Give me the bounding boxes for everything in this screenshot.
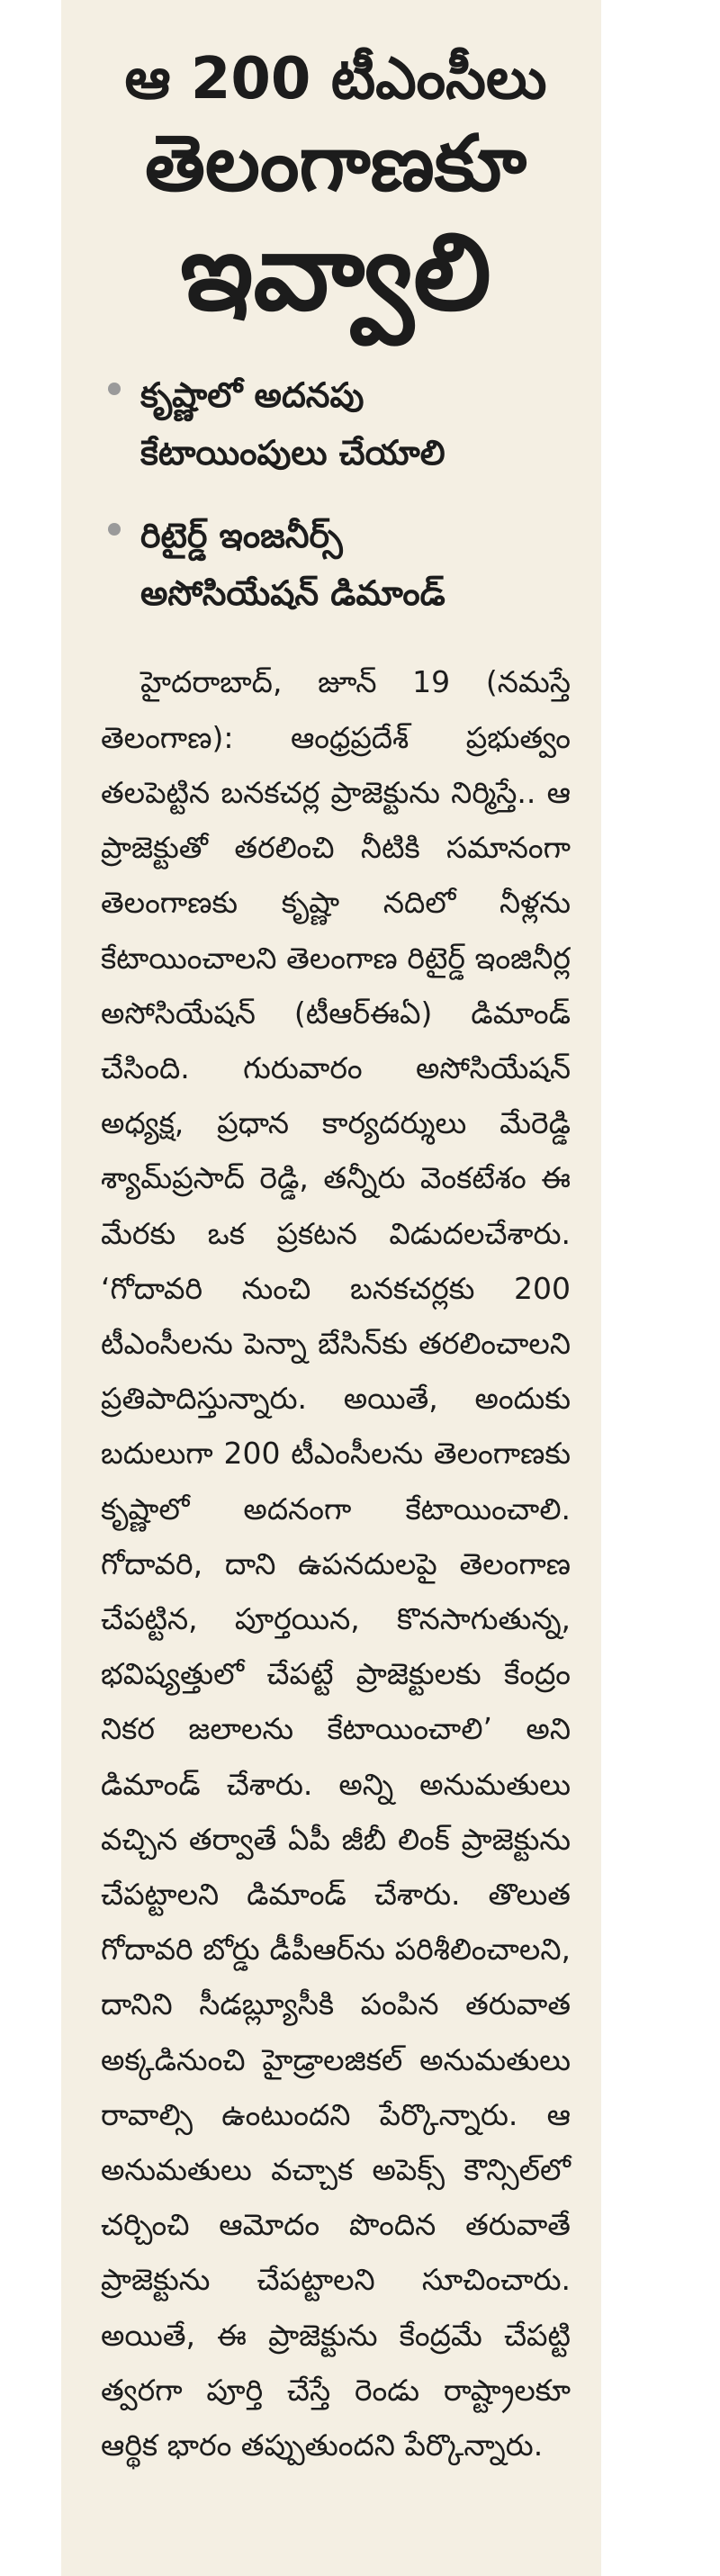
bullet-text: కృష్ణాలో అదనపు కేటాయింపులు చేయాలి <box>140 375 446 473</box>
bullet-item <box>101 507 571 622</box>
headline <box>101 45 571 334</box>
highlight-bullets <box>101 366 571 622</box>
bullet-dot-icon <box>108 523 121 536</box>
headline-line-2: తెలంగాణకూ <box>144 118 527 209</box>
headline-line-3: ఇవ్వాలి <box>180 209 491 334</box>
newspaper-clipping <box>61 0 601 2576</box>
bullet-text: రిటైర్డ్ ఇంజనీర్స్ అసోసియేషన్ డిమాండ్ <box>140 516 446 614</box>
article-body: హైదరాబాద్, జూన్ 19 (నమస్తే తెలంగాణ): ఆంధ్రప్రదేశ్ ప్రభుత్వం తలపెట్టిన బనకచర్ల ప్రాజెక్టును నిర్మిస్తే.. ఆ ప్రాజెక్టుతో తరలించి నీటికి సమానంగా తెలంగాణకు కృష్ణా నదిలో నీళ్లను కేటాయించాలని తెలంగాణ రిటైర్డ్ ఇంజినీర్ల అసోసియేషన్ (టీఆర్ఈఏ) డిమాండ్ చేసింది. గురువారం అసోసియేషన్ అధ్యక్ష, ప్రధాన కార్యదర్శులు మేరెడ్డి శ్యామ్‌ప్రసాద్ రెడ్డి, తన్నీరు వెంకటేశం ఈ మేరకు ఒక ప్రకటన విడుదలచేశారు. ‘గోదావరి నుంచి బనకచర్లకు 200 టీఎంసీలను పెన్నా బేసిన్‌కు తరలించాలని ప్రతిపాదిస్తున్నారు. అయితే, అందుకు బదులుగా 200 టీఎంసీలను తెలంగాణకు కృష్ణాలో అదనంగా కేటాయించాలి. గోదావరి, దాని ఉపనదులపై తెలంగాణ చేపట్టిన, పూర్తయిన, కొనసాగుతున్న, భవిష్యత్తులో చేపట్టే ప్రాజెక్టులకు కేంద్రం నికర జలాలను కేటాయించాలి’ అని డిమాండ్ చేశారు. అన్ని అనుమతులు వచ్చిన తర్వాతే ఏపీ జీబీ లింక్ ప్రాజెక్టును చేపట్టాలని డిమాండ్ చేశారు. తొలుత గోదావరి బోర్డు డీపీఆర్‌ను పరిశీలించాలని, దానిని సీడబ్ల్యూసీకి పంపిన తరువాత అక్కడినుంచి హైడ్రాలజికల్ అనుమతులు రావాల్సి ఉంటుందని పేర్కొన్నారు. ఆ అనుమతులు వచ్చాక అపెక్స్ కౌన్సిల్‌లో చర్చించి ఆమోదం పొందిన తరువాతే ప్రాజెక్టును చేపట్టాలని సూచించారు. అయితే, ఈ ప్రాజెక్టును కేంద్రమే చేపట్టి త్వరగా పూర్తి చేస్తే రెండు రాష్ట్రాలకూ ఆర్థిక భారం తప్పుతుందని పేర్కొన్నారు. <box>101 664 571 2463</box>
headline-line-1: ఆ 200 టీఎంసీలు <box>124 46 547 113</box>
bullet-item <box>101 366 571 482</box>
bullet-dot-icon <box>108 383 121 395</box>
